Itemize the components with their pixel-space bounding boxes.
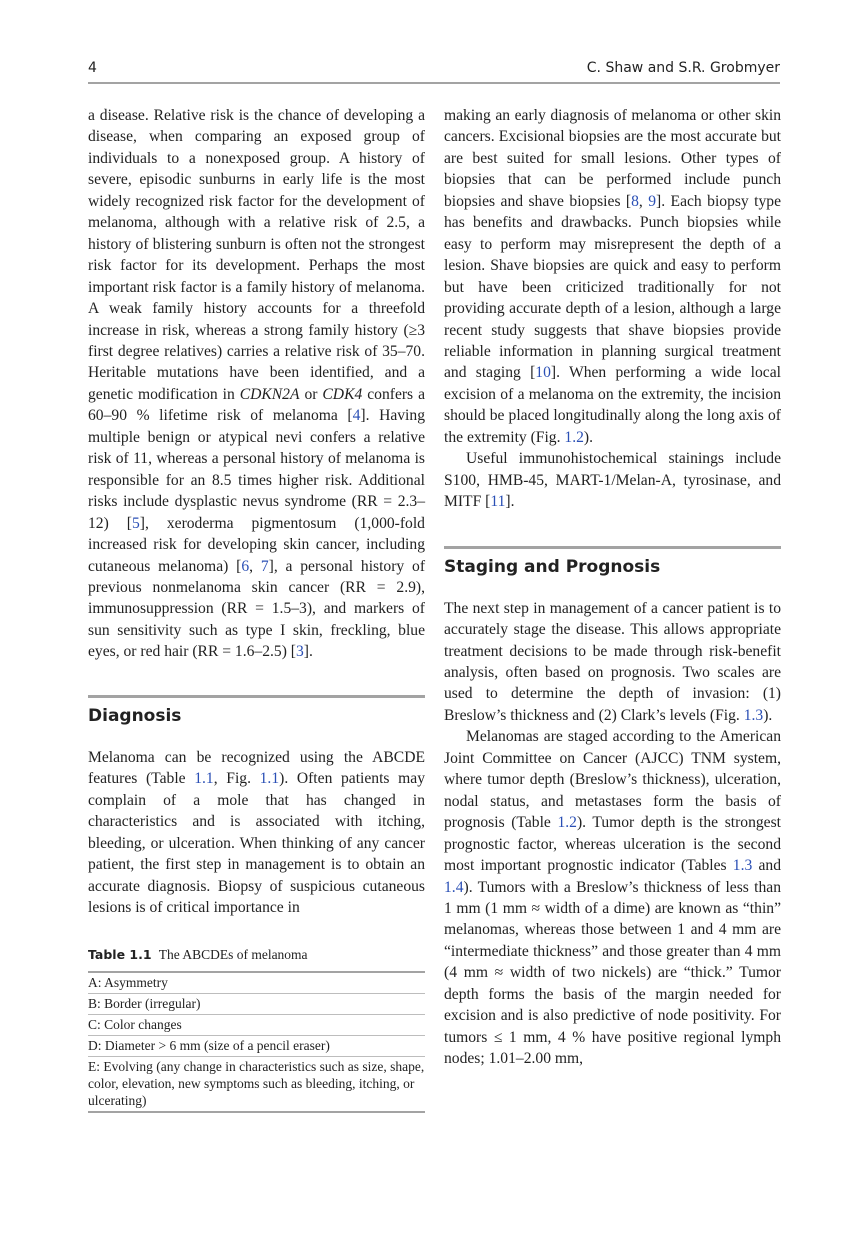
table-row: E: Evolving (any change in characteristics such as size, shape, color, elevation, new symptoms such as bleeding, itching, or ulcerating) <box>88 1057 425 1113</box>
running-head-authors: C. Shaw and S.R. Grobmyer <box>586 60 780 76</box>
abcde-table-body <box>88 971 425 1113</box>
citation-link[interactable]: 4 <box>352 407 361 425</box>
table-label: Table 1.1 <box>88 947 152 963</box>
citation-link[interactable]: 3 <box>296 643 304 661</box>
tnm-paragraph: Melanomas are staged according to the American Joint Committee on Cancer (AJCC) TNM system, where tumor depth (Breslow’s thickness), ulceration, nodal status, and metastases form the basis of prognosis (Table 1.2). Tumor depth is the strongest prognostic factor, whereas ulceration is the second most important prognostic indicator (Tables 1.3 and 1.4). Tumors with a Breslow’s thickness of less than 1 mm (1 mm ≈ width of a dime) are known as “thin” melanomas, whereas those between 1 and 4 mm are “intermediate thickness” and those greater than 4 mm (4 mm ≈ width of two nickels) are “thick.” Tumor depth forms the basis of the margin needed for excision and is also predictive of node positivity. For tumors ≤ 1 mm, 4 % have positive regional lymph nodes; 1.01–2.00 mm, <box>444 728 781 1068</box>
gene-name: CDK4 <box>322 385 363 403</box>
risk-factors-paragraph: a disease. Relative risk is the chance of developing a disease, when comparing an exposed group of individuals to a nonexposed group. A history of severe, episodic sunburns in early life is the most widely recognized risk factor for the development of melanoma, although with a relative risk of 2.5, a history of blistering sunburn is often not the strongest risk factor for its development. Perhaps the most important risk factor is a family history of melanoma. A weak family history accounts for a threefold increase in risk, whereas a strong family history (≥3 first degree relatives) carries a relative risk of 35–70. Heritable mutations have been identified, and a genetic modification in CDKN2A or CDK4 confers a 60–90 % lifetime risk of melanoma [4]. Having multiple benign or atypical nevi confers a relative risk of 11, whereas a personal history of melanoma is responsible for an 8.5 times higher risk. Additional risks include dysplastic nevus syndrome (RR = 2.3–12) [5], xeroderma pigmentosum (1,000-fold increased risk for developing skin cancer, including cutaneous melanoma) [6, 7], a personal history of previous nonmelanoma skin cancer (RR = 2.9), immunosuppression (RR = 1.5–3), and markers of sun sensitivity such as type I skin, freckling, blue eyes, or red hair (RR = 1.6–2.5) [3]. <box>88 107 426 661</box>
section-heading-diagnosis: Diagnosis <box>88 705 182 726</box>
staging-section <box>444 546 781 577</box>
table-row: B: Border (irregular) <box>88 994 425 1015</box>
table-row: A: Asymmetry <box>88 972 425 994</box>
left-column <box>88 105 425 1113</box>
staging-paragraph: The next step in management of a cancer patient is to accurately stage the disease. This allows appropriate treatment decisions to be made through risk-benefit analysis, often based on prognosis. Two scales are used to determine the depth of invasion: (1) Breslow’s thickness and (2) Clark’s levels (Fig. 1.3). <box>444 599 781 724</box>
gene-name: CDKN2A <box>239 385 300 403</box>
diagnosis-section <box>88 695 425 726</box>
citation-link[interactable]: 8 <box>631 192 639 210</box>
biopsy-paragraph: making an early diagnosis of melanoma or other skin cancers. Excisional biopsies are the most accurate but are best suited for small lesions. Other types of biopsies that can be performed include punch biopsies and shave biopsies [8, 9]. Each biopsy type has benefits and drawbacks. Punch biopsies while easy to perform may misrepresent the depth of a lesion. Shave biopsies are quick and easy to perform but have been criticized traditionally for not providing accurate depth of a lesion, although a large recent study suggests that shave biopsies provide reliable information in planning surgical treatment and staging [10]. When performing a wide local excision of a melanoma on the extremity, the incision should be placed longitudinally along the long axis of the extremity (Fig. 1.2). <box>444 107 781 446</box>
table-row: C: Color changes <box>88 1015 425 1036</box>
diagnosis-paragraph: Melanoma can be recognized using the ABCDE features (Table 1.1, Fig. 1.1). Often patients may complain of a mole that has changed in characteristics and is associated with itching, bleeding, or ulceration. When thinking of any cancer patient, the first step in management is to obtain an accurate diagnosis. Biopsy of suspicious cutaneous lesions is of critical importance in <box>88 748 425 916</box>
table-link[interactable]: 1.4 <box>444 878 464 896</box>
table-link[interactable]: 1.3 <box>732 857 753 875</box>
figure-link[interactable]: 1.3 <box>743 706 764 724</box>
table-link[interactable]: 1.2 <box>557 814 577 832</box>
figure-link[interactable]: 1.1 <box>259 770 280 788</box>
running-header <box>88 58 780 84</box>
right-column <box>444 105 781 1070</box>
table-link[interactable]: 1.1 <box>194 770 214 788</box>
table-caption: Table 1.1 The ABCDEs of melanoma <box>88 947 308 963</box>
table-row: D: Diameter > 6 mm (size of a pencil eraser) <box>88 1036 425 1057</box>
citation-link[interactable]: 10 <box>535 364 551 382</box>
page-number: 4 <box>88 60 97 76</box>
citation-link[interactable]: 5 <box>131 514 140 532</box>
abcde-table <box>88 947 425 1113</box>
section-heading-staging: Staging and Prognosis <box>444 556 661 577</box>
staining-paragraph: Useful immunohistochemical stainings include S100, HMB-45, MART-1/Melan-A, tyrosinase, and MITF [11]. <box>444 450 781 511</box>
citation-link[interactable]: 6 <box>241 557 250 575</box>
citation-link[interactable]: 11 <box>490 493 506 511</box>
citation-link[interactable]: 7 <box>260 557 269 575</box>
figure-link[interactable]: 1.2 <box>564 428 584 446</box>
citation-link[interactable]: 9 <box>648 192 657 210</box>
